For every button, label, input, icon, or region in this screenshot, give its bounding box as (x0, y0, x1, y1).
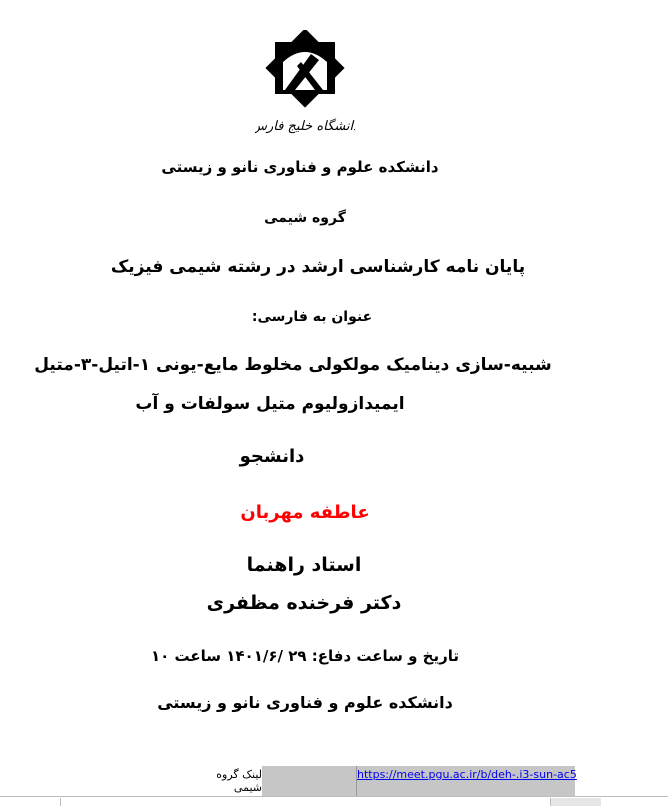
link-label: لینک گروه شیمی (216, 768, 262, 794)
defense-datetime: تاریخ و ساعت دفاع: ۲۹ /۱۴۰۱/۶ ساعت ۱۰ (150, 647, 459, 665)
advisor-name: دکتر فرخنده مظفری (206, 592, 402, 614)
empty-cell (262, 766, 357, 796)
student-label: دانشجو (239, 446, 305, 467)
faculty-footer: دانشکده علوم و فناوری نانو و زیستی (157, 693, 453, 712)
faculty-heading: دانشکده علوم و فناوری نانو و زیستی (161, 158, 439, 176)
svg-text:دانشگاه خلیج فارس: دانشگاه خلیج فارس (255, 119, 355, 134)
thesis-title-line1: شبیه-سازی دینامیک مولکولی مخلوط مایع-یونی ۱-اتیل-۳-متیل (34, 355, 552, 375)
thesis-title-line2: ایمیدازولیوم متیل سولفات و آب (135, 394, 405, 414)
link-cell (357, 766, 575, 796)
thesis-type-heading: پایان نامه کارشناسی ارشد در رشته شیمی فیزیک (110, 257, 526, 277)
department-heading: گروه شیمی (264, 210, 346, 226)
title-label: عنوان به فارسی: (251, 309, 373, 325)
university-logo (255, 30, 355, 140)
meeting-link[interactable]: https://meet.pgu.ac.ir/b/deh-.i3-sun-ac5 (357, 768, 577, 781)
advisor-label: استاد راهنما (246, 554, 362, 576)
student-name: عاطفه مهربان (240, 502, 370, 523)
